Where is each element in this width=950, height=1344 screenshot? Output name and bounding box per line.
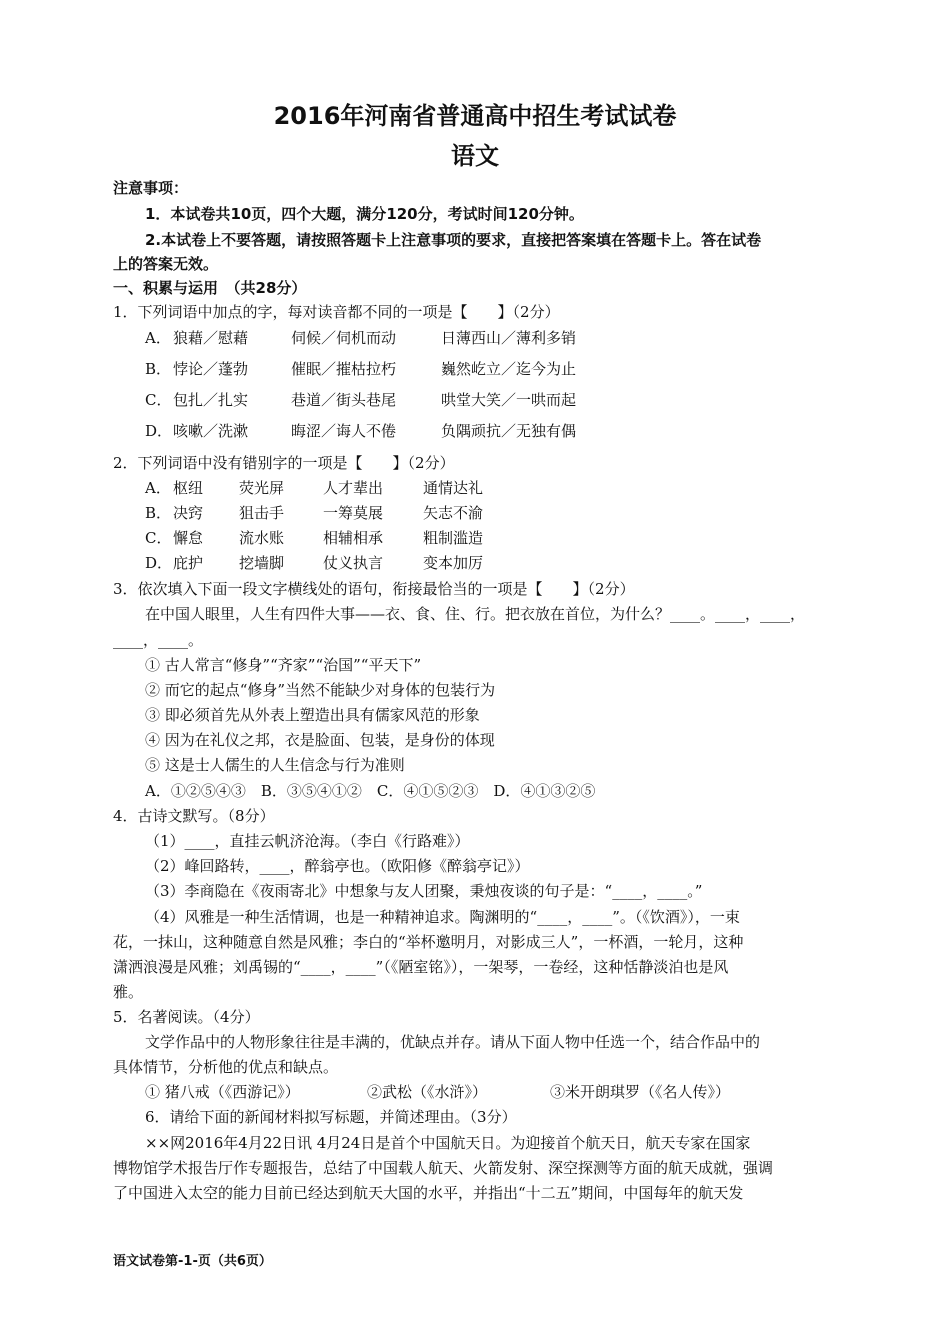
notice-heading: 注意事项： bbox=[113, 179, 189, 197]
option-col-1: 懈怠 bbox=[173, 529, 204, 547]
option-col-1: 狼藉／慰藉 bbox=[173, 329, 249, 347]
question-4-line-3: （3）李商隐在《夜雨寄北》中想象与友人团聚，秉烛夜谈的句子是：“____，____。” bbox=[145, 882, 703, 900]
question-3-item: ④ 因为在礼仪之邦，衣是脸面、包装，是身份的体现 bbox=[145, 731, 495, 749]
notice-item-2-cont: 上的答案无效。 bbox=[113, 255, 219, 273]
question-4-stem: 4．古诗文默写。（8分） bbox=[113, 807, 275, 825]
question-2-option-d bbox=[145, 553, 483, 573]
question-6-news-cont: 博物馆学术报告厅作专题报告，总结了中国载人航天、火箭发射、深空探测等方面的航天成就，强调 bbox=[113, 1159, 774, 1177]
choice-michelangelo: ③米开朗琪罗（《名人传》） bbox=[550, 1083, 731, 1101]
question-3-stem: 3．依次填入下面一段文字横线处的语句，衔接最恰当的一项是【 】（2分） bbox=[113, 580, 635, 598]
option-label: B． bbox=[145, 360, 172, 378]
option-col-3: 巍然屹立／迄今为止 bbox=[441, 360, 577, 378]
option-col-3: 负隅顽抗／无独有偶 bbox=[441, 422, 577, 440]
option-col-2: 催眠／摧枯拉朽 bbox=[291, 360, 397, 378]
option-col-3: 人才辈出 bbox=[323, 479, 384, 497]
option-label: C． bbox=[145, 529, 172, 547]
choice-zhu-bajie: ① 猪八戒（《西游记》） bbox=[145, 1083, 300, 1101]
question-5-stem: 5．名著阅读。（4分） bbox=[113, 1008, 260, 1026]
question-5-prompt-cont: 具体情节，分析他的优点和缺点。 bbox=[113, 1058, 339, 1076]
question-1-option-a bbox=[145, 328, 576, 348]
question-3-item: ⑤ 这是士人儒生的人生信念与行为准则 bbox=[145, 756, 405, 774]
question-6-stem: 6．请给下面的新闻材料拟写标题，并简述理由。（3分） bbox=[145, 1108, 517, 1126]
option-label: B． bbox=[145, 504, 172, 522]
option-col-1: 包扎／扎实 bbox=[173, 391, 249, 409]
question-2-stem: 2．下列词语中没有错别字的一项是【 】（2分） bbox=[113, 454, 455, 472]
option-col-1: 庇护 bbox=[173, 554, 204, 572]
question-5-prompt: 文学作品中的人物形象往往是丰满的，优缺点并存。请从下面人物中任选一个，结合作品中的 bbox=[145, 1033, 761, 1051]
option-col-3: 仗义执言 bbox=[323, 554, 384, 572]
question-3-item: ② 而它的起点“修身”当然不能缺少对身体的包装行为 bbox=[145, 681, 496, 699]
question-5-choices bbox=[145, 1082, 730, 1102]
question-3-choices: A．①②⑤④③ B．③⑤④①② C．④①⑤②③ D．④①③②⑤ bbox=[145, 782, 596, 800]
section-heading: 一、积累与运用 （共28分） bbox=[113, 279, 307, 297]
question-4-line-1: （1）____，直挂云帆济沧海。（李白《行路难》） bbox=[145, 832, 470, 850]
option-col-2: 狙击手 bbox=[239, 504, 285, 522]
option-col-2: 挖墙脚 bbox=[239, 554, 285, 572]
option-col-4: 通情达礼 bbox=[423, 479, 484, 497]
option-col-1: 枢纽 bbox=[173, 479, 204, 497]
option-label: A． bbox=[145, 479, 171, 497]
question-1-stem: 1．下列词语中加点的字，每对读音都不同的一项是【 】（2分） bbox=[113, 303, 560, 321]
question-4-line-4: （4）风雅是一种生活情调，也是一种精神追求。陶渊明的“____，____”。（《饮酒》），一束 bbox=[145, 908, 740, 926]
subject-title: 语文 bbox=[451, 142, 499, 170]
question-2-option-a bbox=[145, 478, 483, 498]
option-label: A． bbox=[145, 329, 171, 347]
option-col-2: 流水账 bbox=[239, 529, 285, 547]
question-1-option-c bbox=[145, 390, 576, 410]
option-col-1: 咳嗽／洗漱 bbox=[173, 422, 249, 440]
choice-wu-song: ②武松（《水浒》） bbox=[367, 1083, 488, 1101]
option-col-2: 伺候／伺机而动 bbox=[291, 329, 397, 347]
option-col-3: 哄堂大笑／一哄而起 bbox=[441, 391, 577, 409]
question-4-line-4-cont: 花，一抹山，这种随意自然是风雅；李白的“举杯邀明月，对影成三人”，一杯酒，一轮月，这种 bbox=[113, 933, 744, 951]
option-col-3: 日薄西山／薄利多销 bbox=[441, 329, 577, 347]
question-6-news: ××网2016年4月22日讯 4月24日是首个中国航天日。为迎接首个航天日，航天专家在国家 bbox=[145, 1134, 751, 1152]
question-3-passage-cont: ____，____。 bbox=[113, 631, 204, 649]
option-col-1: 决窍 bbox=[173, 504, 204, 522]
question-1-option-b bbox=[145, 359, 576, 379]
option-col-2: 荧光屏 bbox=[239, 479, 285, 497]
option-col-4: 变本加厉 bbox=[423, 554, 484, 572]
question-4-line-2: （2）峰回路转，____，醉翁亭也。（欧阳修《醉翁亭记》） bbox=[145, 857, 530, 875]
option-label: D． bbox=[145, 554, 173, 572]
notice-item-1: 1．本试卷共10页，四个大题，满分120分，考试时间120分钟。 bbox=[145, 205, 584, 223]
option-col-3: 相辅相承 bbox=[323, 529, 384, 547]
option-col-1: 悖论／蓬勃 bbox=[173, 360, 249, 378]
page-footer: 语文试卷第-1-页（共6页） bbox=[113, 1254, 272, 1269]
question-3-item: ③ 即必须首先从外表上塑造出具有儒家风范的形象 bbox=[145, 706, 480, 724]
option-col-2: 晦涩／诲人不倦 bbox=[291, 422, 397, 440]
question-3-item: ① 古人常言“修身”“齐家”“治国”“平天下” bbox=[145, 656, 422, 674]
question-4-line-4-cont: 潇洒浪漫是风雅；刘禹锡的“____，____”（《陋室铭》），一架琴，一卷经，这种恬静淡泊也是风 bbox=[113, 958, 729, 976]
option-col-2: 巷道／街头巷尾 bbox=[291, 391, 397, 409]
notice-item-2: 2.本试卷上不要答题，请按照答题卡上注意事项的要求，直接把答案填在答题卡上。答在试卷 bbox=[145, 231, 762, 249]
question-2-option-b bbox=[145, 503, 483, 523]
page-title: 2016年河南省普通高中招生考试试卷 bbox=[273, 102, 677, 130]
option-col-4: 粗制滥造 bbox=[423, 529, 484, 547]
option-col-4: 矢志不渝 bbox=[423, 504, 484, 522]
question-1-option-d bbox=[145, 421, 576, 441]
option-label: C． bbox=[145, 391, 172, 409]
option-label: D． bbox=[145, 422, 173, 440]
question-6-news-cont: 了中国进入太空的能力目前已经达到航天大国的水平，并指出“十二五”期间，中国每年的航天发 bbox=[113, 1184, 744, 1202]
question-3-passage: 在中国人眼里，人生有四件大事——衣、食、住、行。把衣放在首位，为什么？____。____，____， bbox=[145, 605, 806, 623]
option-col-3: 一筹莫展 bbox=[323, 504, 384, 522]
question-2-option-c bbox=[145, 528, 483, 548]
question-4-line-4-cont: 雅。 bbox=[113, 983, 144, 1001]
